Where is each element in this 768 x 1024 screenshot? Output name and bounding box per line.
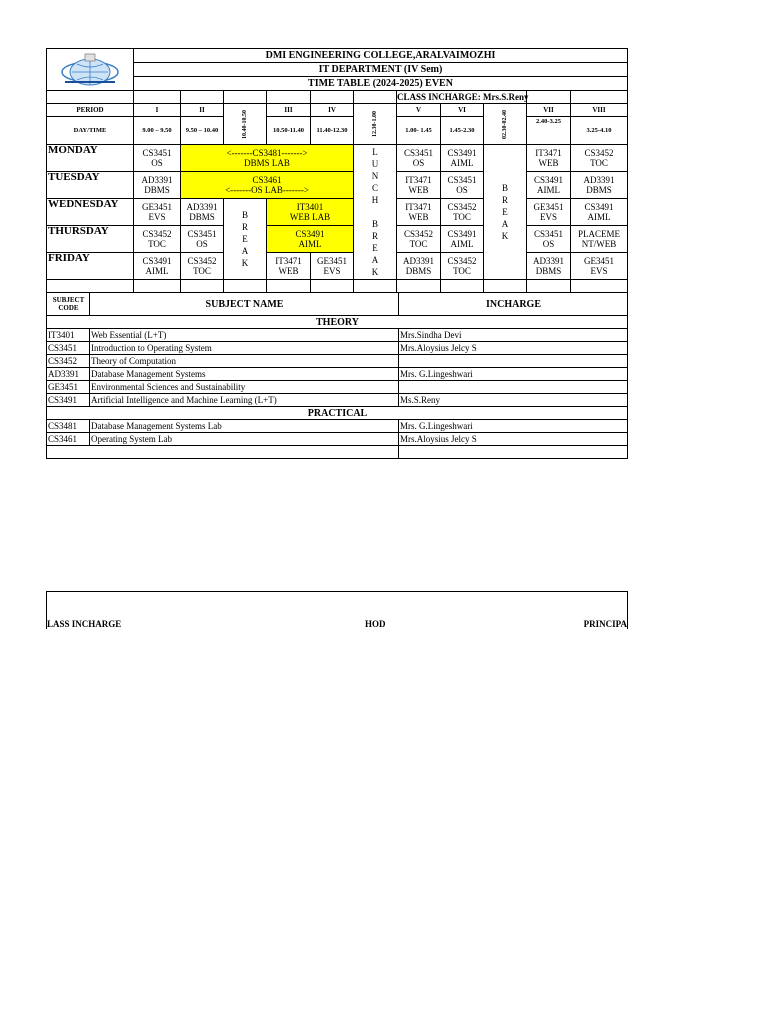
timetable-grid <box>46 90 628 293</box>
break-letter: B <box>501 183 508 193</box>
college-logo <box>47 49 134 91</box>
subject-code: GE3451 <box>47 381 90 394</box>
lab-slot: CS3461 <-------OS LAB-------> <box>181 172 354 199</box>
break-letter: K <box>371 267 379 277</box>
practical-section-row <box>47 407 628 420</box>
time-6: 1.45-2.30 <box>441 117 484 145</box>
row-wednesday <box>47 199 628 226</box>
period-3: III <box>267 104 311 117</box>
subject-code: CS3491 <box>47 394 90 407</box>
subject-row <box>47 420 628 433</box>
slot: AD3391 DBMS <box>181 199 224 226</box>
break-letter: C <box>371 183 378 193</box>
break-letter: A <box>371 255 379 265</box>
subject-incharge: Mrs.Aloysius Jelcy S <box>399 433 628 446</box>
theory-label: THEORY <box>47 316 628 329</box>
slot: AD3391 DBMS <box>134 172 181 199</box>
period-1: I <box>134 104 181 117</box>
break-letter: K <box>241 258 249 268</box>
slot: IT3471 WEB <box>527 145 571 172</box>
time-3: 10.50-11.40 <box>267 117 311 145</box>
slot: CS3451 OS <box>181 226 224 253</box>
period-label: PERIOD <box>47 104 134 117</box>
theory-section-row <box>47 316 628 329</box>
subject-incharge <box>399 381 628 394</box>
slot: CS3452 TOC <box>441 199 484 226</box>
subject-code-header: SUBJECT CODE <box>47 293 90 316</box>
break-letter: E <box>242 234 248 244</box>
subject-name: Web Essential (L+T) <box>90 329 399 342</box>
period-8: VIII <box>571 104 628 117</box>
row-thursday <box>47 226 628 253</box>
subject-code: IT3401 <box>47 329 90 342</box>
period-4: IV <box>311 104 354 117</box>
day-name: FRIDAY <box>47 253 134 280</box>
slot: CS3452 TOC <box>134 226 181 253</box>
subject-code: CS3461 <box>47 433 90 446</box>
slot: CS3491 AIML <box>441 145 484 172</box>
day-time-label: DAY/TIME <box>47 117 134 145</box>
department-name: IT DEPARTMENT (IV Sem) <box>134 63 628 77</box>
slot: CS3452 TOC <box>441 253 484 280</box>
break-letter: H <box>371 195 379 205</box>
blank-row <box>47 280 628 293</box>
subject-row <box>47 355 628 368</box>
subject-code: CS3451 <box>47 342 90 355</box>
header-table <box>46 48 628 91</box>
college-name: DMI ENGINEERING COLLEGE,ARALVAIMOZHI <box>134 49 628 63</box>
break-letter: L <box>372 147 378 157</box>
break-letter: A <box>241 246 249 256</box>
subject-incharge: Mrs.Aloysius Jelcy S <box>399 342 628 355</box>
subject-name: Operating System Lab <box>90 433 399 446</box>
row-tuesday <box>47 172 628 199</box>
practical-label: PRACTICAL <box>47 407 628 420</box>
subject-incharge: Mrs. G.Lingeshwari <box>399 368 628 381</box>
time-2: 9.50 – 10.40 <box>181 117 224 145</box>
period-5: V <box>397 104 441 117</box>
slot: CS3452 TOC <box>181 253 224 280</box>
incharge-row <box>47 91 628 104</box>
period-row <box>47 104 628 117</box>
slot: CS3451 OS <box>397 145 441 172</box>
period-7: VII <box>527 104 571 117</box>
slot: GE3451 EVS <box>527 199 571 226</box>
time-5: 1.00- 1.45 <box>397 117 441 145</box>
period-6: VI <box>441 104 484 117</box>
day-name: WEDNESDAY <box>47 199 134 226</box>
break-letter: K <box>501 231 509 241</box>
afternoon-break-time: 02.30-02.40 <box>484 104 527 145</box>
subject-row <box>47 433 628 446</box>
break-letter: R <box>371 231 378 241</box>
row-friday <box>47 253 628 280</box>
break-letter: E <box>502 207 508 217</box>
subject-code: AD3391 <box>47 368 90 381</box>
slot: CS3491 AIML <box>571 199 628 226</box>
slot: GE3451 EVS <box>134 199 181 226</box>
subjects-table <box>46 292 628 459</box>
subject-incharge: Mrs. G.Lingeshwari <box>399 420 628 433</box>
theory-rows <box>47 329 628 407</box>
day-name: THURSDAY <box>47 226 134 253</box>
slot: CS3452 TOC <box>571 145 628 172</box>
lunch-break-column <box>354 145 397 280</box>
signature-box <box>46 591 628 629</box>
time-4: 11.40-12.30 <box>311 117 354 145</box>
subject-name: Environmental Sciences and Sustainability <box>90 381 399 394</box>
subject-incharge <box>399 355 628 368</box>
break-letter: B <box>241 210 248 220</box>
tea-break-time: 10.40-10.50 <box>224 104 267 145</box>
morning-break-column <box>224 199 267 280</box>
slot: IT3471 WEB <box>397 172 441 199</box>
subject-row <box>47 342 628 355</box>
subject-name: Database Management Systems <box>90 368 399 381</box>
break-letter: R <box>501 195 508 205</box>
subject-row <box>47 394 628 407</box>
timetable-title: TIME TABLE (2024-2025) EVEN <box>134 77 628 91</box>
subject-row <box>47 368 628 381</box>
subject-code: CS3481 <box>47 420 90 433</box>
break-letter: B <box>371 219 378 229</box>
slot: IT3471 WEB <box>397 199 441 226</box>
time-8: 3.25-4.10 <box>571 117 628 145</box>
break-letter: A <box>501 219 509 229</box>
lab-slot: CS3491 AIML <box>267 226 354 253</box>
day-name: MONDAY <box>47 145 134 172</box>
subjects-header-row <box>47 293 628 316</box>
day-name: TUESDAY <box>47 172 134 199</box>
time-row <box>47 117 628 145</box>
slot: CS3452 TOC <box>397 226 441 253</box>
break-letter <box>354 206 396 218</box>
subject-name: Theory of Computation <box>90 355 399 368</box>
subject-name: Artificial Intelligence and Machine Learning (L+T) <box>90 394 399 407</box>
break-letter: R <box>241 222 248 232</box>
subject-name: Introduction to Operating System <box>90 342 399 355</box>
slot: CS3491 AIML <box>527 172 571 199</box>
break-letter: E <box>372 243 378 253</box>
slot: GE3451 EVS <box>311 253 354 280</box>
slot: IT3471 WEB <box>267 253 311 280</box>
hod-signature: HOD <box>365 619 386 629</box>
lab-slot: <-------CS3481-------> DBMS LAB <box>181 145 354 172</box>
break-letter: U <box>371 159 379 169</box>
subject-name-header: SUBJECT NAME <box>90 293 399 316</box>
class-incharge-label: CLASS INCHARGE: Mrs.S.Reny <box>397 92 529 102</box>
time-7: 2.40-3.25 <box>527 117 571 145</box>
slot: PLACEME NT/WEB <box>571 226 628 253</box>
break-letter: N <box>371 171 379 181</box>
lab-slot: IT3401 WEB LAB <box>267 199 354 226</box>
subject-incharge: Ms.S.Reny <box>399 394 628 407</box>
slot: CS3451 OS <box>134 145 181 172</box>
subject-row <box>47 381 628 394</box>
afternoon-break-column <box>484 145 527 280</box>
slot: AD3391 DBMS <box>397 253 441 280</box>
subject-row <box>47 329 628 342</box>
time-1: 9.00 – 9.50 <box>134 117 181 145</box>
globe-logo-icon <box>55 52 125 88</box>
slot: CS3491 AIML <box>441 226 484 253</box>
practical-rows <box>47 420 628 446</box>
row-monday <box>47 145 628 172</box>
slot: GE3451 EVS <box>571 253 628 280</box>
principal-signature: PRINCIPA <box>583 619 627 629</box>
slot: AD3391 DBMS <box>571 172 628 199</box>
blank-row <box>47 446 628 459</box>
slot: CS3491 AIML <box>134 253 181 280</box>
subject-incharge: Mrs.Sindha Devi <box>399 329 628 342</box>
subject-name: Database Management Systems Lab <box>90 420 399 433</box>
slot: CS3451 OS <box>527 226 571 253</box>
slot: CS3451 OS <box>441 172 484 199</box>
period-2: II <box>181 104 224 117</box>
lunch-break-time: 12.30-1.00 <box>354 104 397 145</box>
timetable-sheet <box>46 48 627 459</box>
class-incharge-signature: LASS INCHARGE <box>47 619 122 629</box>
slot: AD3391 DBMS <box>527 253 571 280</box>
subject-code: CS3452 <box>47 355 90 368</box>
incharge-header: INCHARGE <box>399 293 628 316</box>
